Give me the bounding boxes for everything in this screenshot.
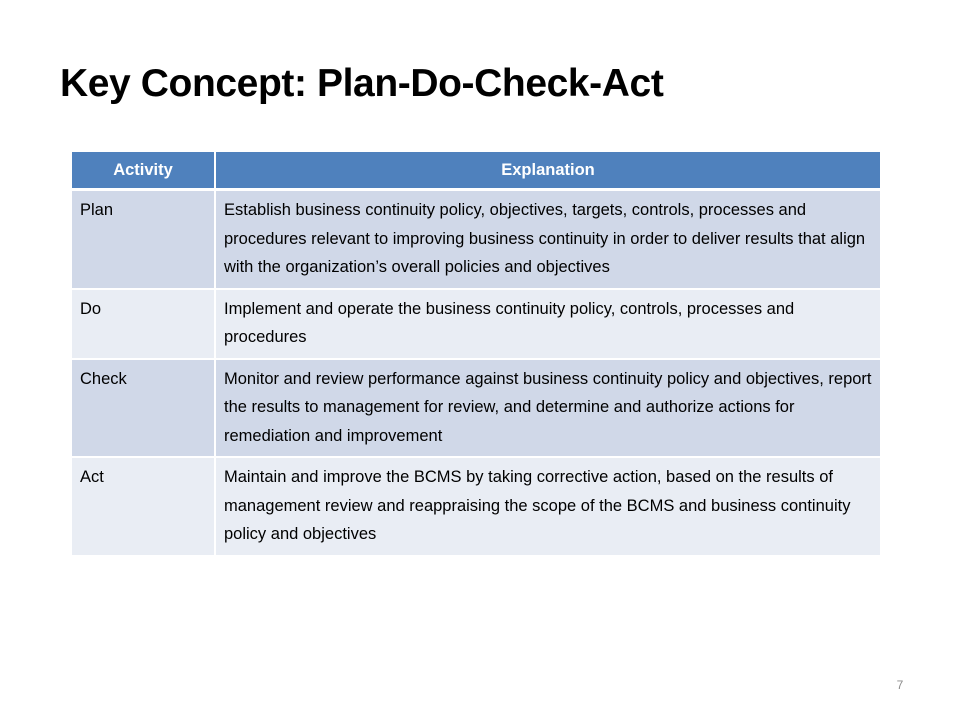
activity-cell: Plan xyxy=(72,190,215,289)
table-header xyxy=(72,152,880,190)
explanation-cell: Monitor and review performance against business continuity policy and objectives, report the results to management for review, and determine and authorize actions for remediation and improvement xyxy=(215,359,880,458)
pdca-table xyxy=(72,152,880,557)
table-header-row xyxy=(72,152,880,190)
explanation-cell: Maintain and improve the BCMS by taking corrective action, based on the results of management review and reappraising the scope of the BCMS and business continuity policy and objectives xyxy=(215,457,880,556)
slide-title: Key Concept: Plan-Do-Check-Act xyxy=(60,62,664,105)
explanation-cell: Implement and operate the business continuity policy, controls, processes and procedures xyxy=(215,289,880,359)
header-explanation: Explanation xyxy=(215,152,880,190)
page-number: 7 xyxy=(896,678,904,692)
table-row-check xyxy=(72,359,880,458)
table-row-act xyxy=(72,457,880,556)
table-row-plan xyxy=(72,190,880,289)
activity-cell: Check xyxy=(72,359,215,458)
table-body xyxy=(72,190,880,556)
activity-cell: Do xyxy=(72,289,215,359)
activity-cell: Act xyxy=(72,457,215,556)
table-row-do xyxy=(72,289,880,359)
header-activity: Activity xyxy=(72,152,215,190)
explanation-cell: Establish business continuity policy, objectives, targets, controls, processes and procedures relevant to improving business continuity in order to deliver results that align with the organization’s overall policies and objectives xyxy=(215,190,880,289)
